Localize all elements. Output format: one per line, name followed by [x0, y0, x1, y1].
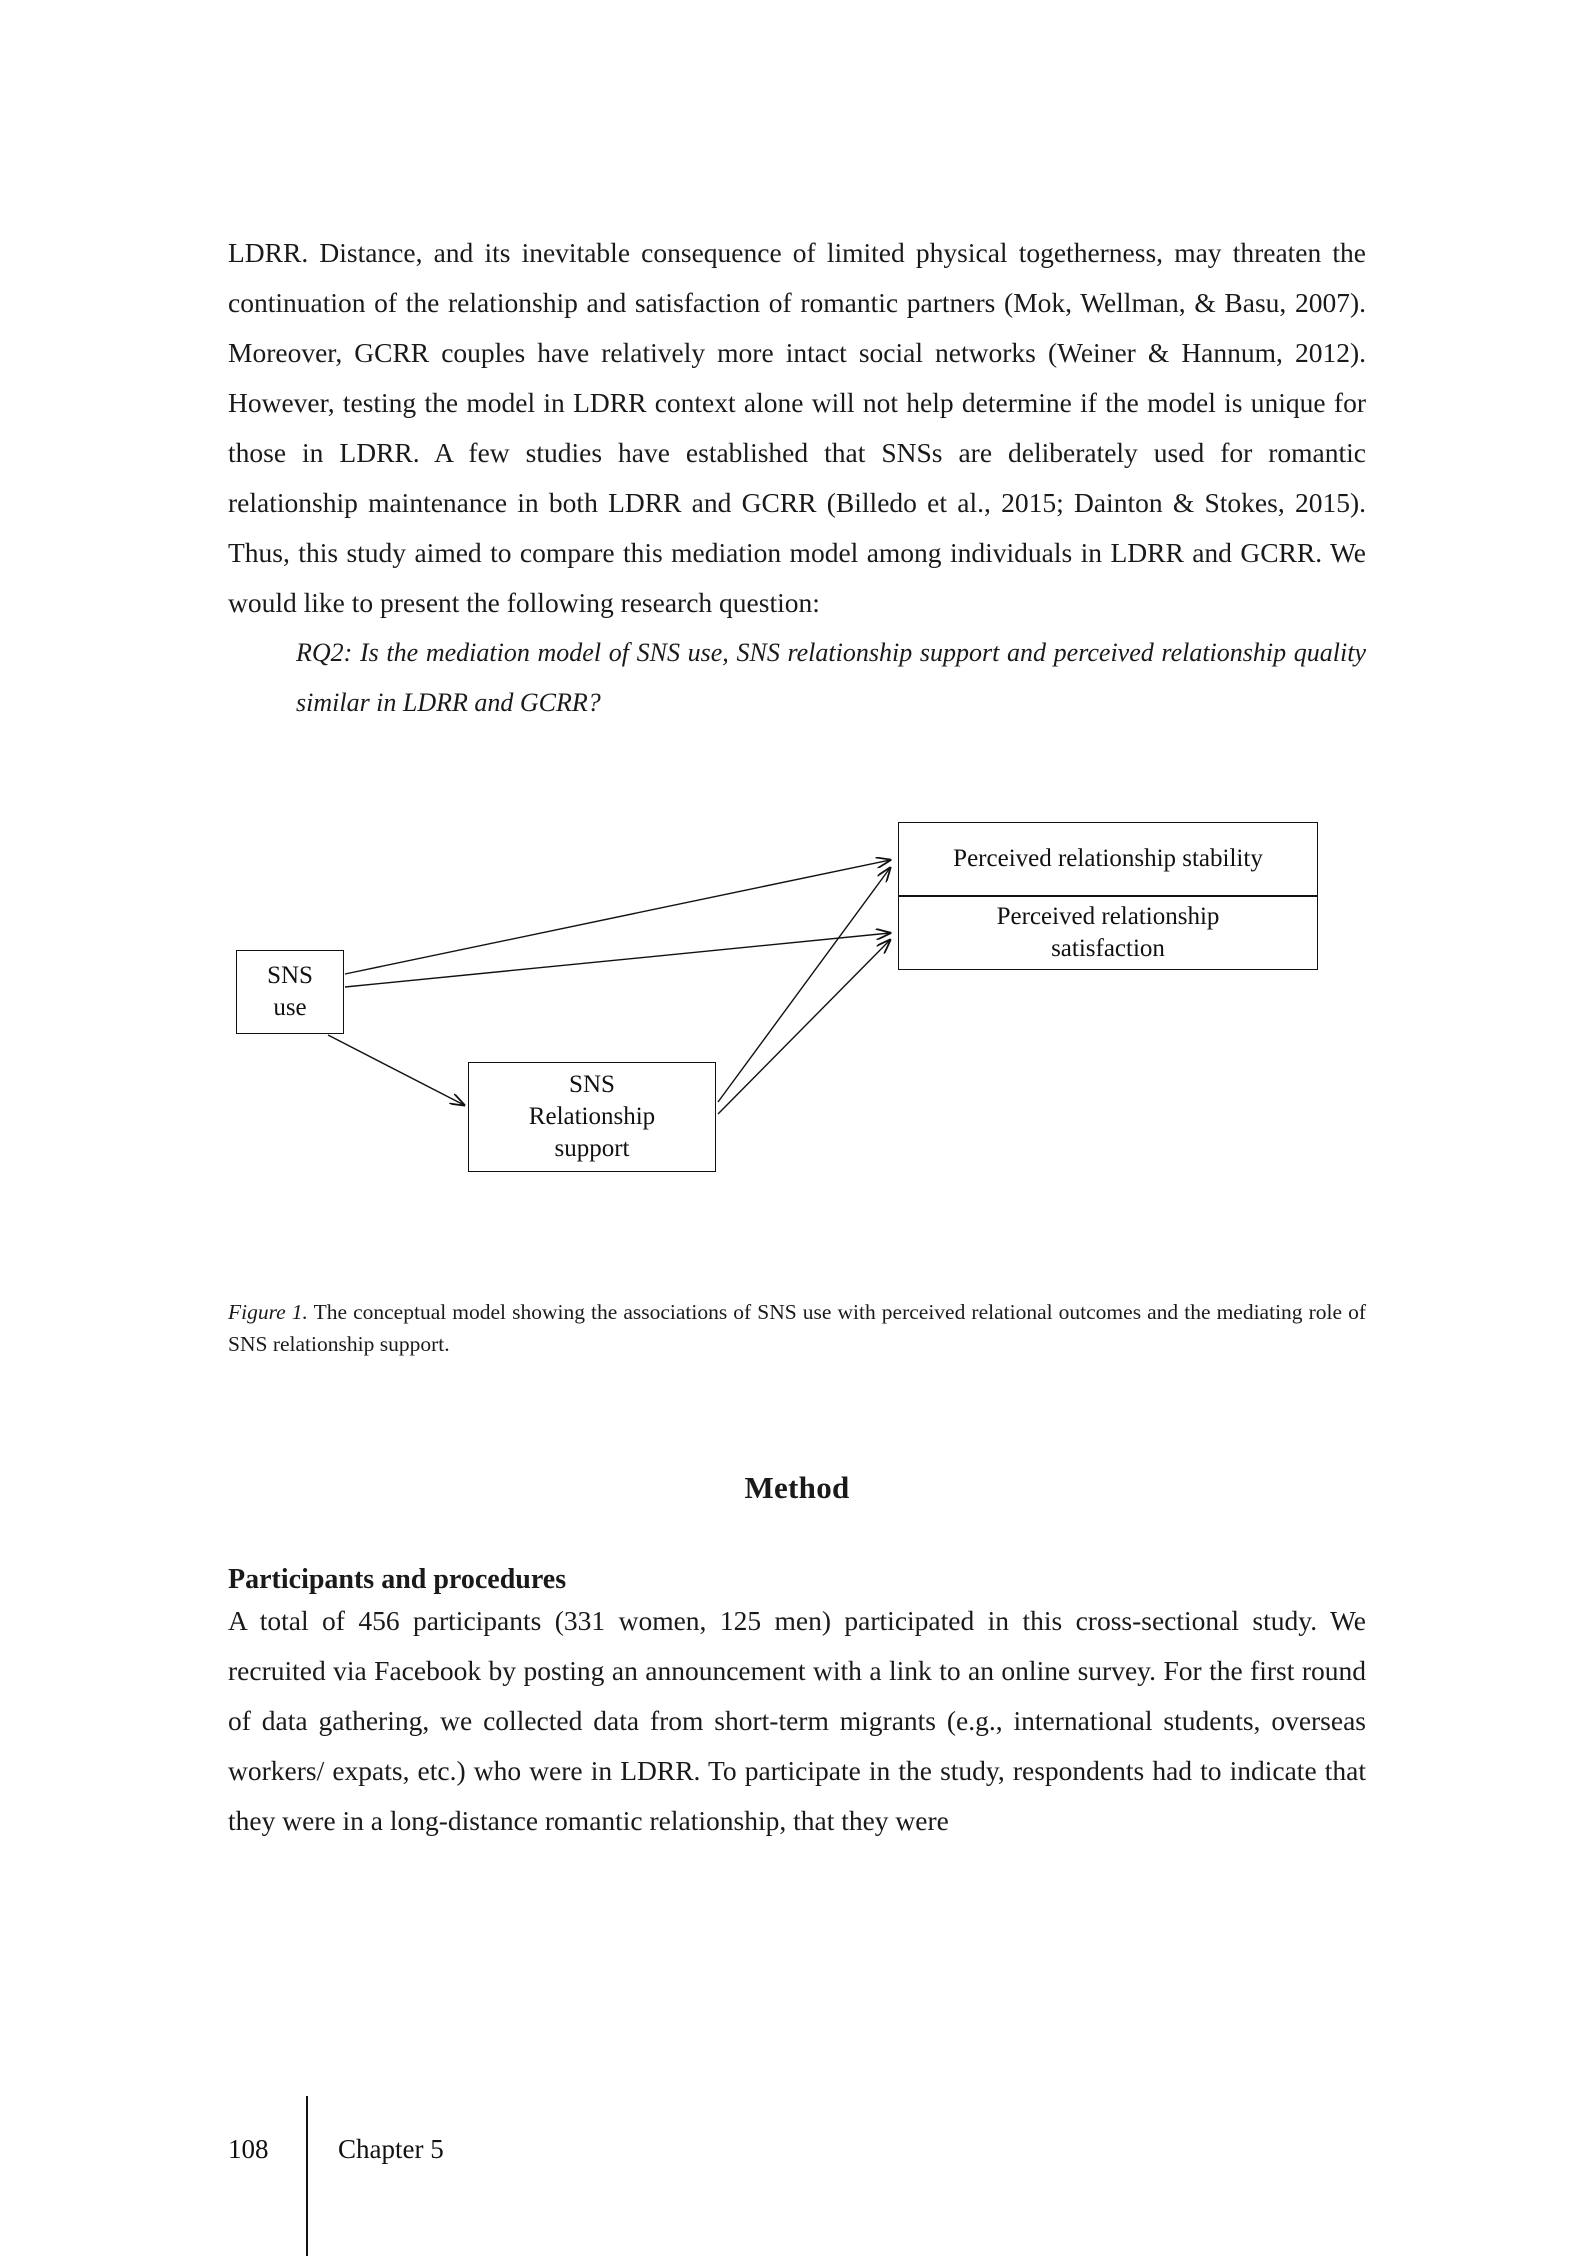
figure-node-perceived-relationship-stability — [898, 822, 1318, 896]
chapter-label: Chapter 5 — [338, 2134, 444, 2164]
figure-node-stability-label: Perceived relationship stability — [953, 845, 1263, 872]
section-heading-method: Method — [744, 1470, 850, 1505]
figure-node-satisfaction-line2: satisfaction — [1051, 935, 1165, 962]
figure-node-sns-use — [236, 950, 344, 1034]
figure-node-sns-use-line2: use — [273, 994, 307, 1021]
figure-node-support-line1: SNS — [569, 1071, 615, 1098]
figure-node-satisfaction-line1: Perceived relationship — [996, 903, 1220, 930]
figure-node-support-line3: support — [554, 1135, 630, 1162]
page-number: 108 — [228, 2134, 269, 2164]
page-content — [228, 228, 1366, 1846]
figure-caption-number: Figure 1. — [228, 1300, 308, 1324]
figure-node-support-line2: Relationship — [528, 1103, 656, 1130]
figure-node-sns-relationship-support — [468, 1062, 716, 1172]
conceptual-model-figure — [228, 802, 1366, 1272]
figure-caption-text: The conceptual model showing the associations of SNS use with perceived relational outcomes and the mediating role of SNS relationship support. — [228, 1300, 1367, 1356]
figure-caption — [228, 1296, 1366, 1360]
figure-node-sns-use-line1: SNS — [267, 962, 313, 989]
research-question-2: RQ2: Is the mediation model of SNS use, SNS relationship support and perceived relationship quality similar in LDRR and GCRR? — [296, 638, 1366, 717]
body-paragraph-method: A total of 456 participants (331 women, 125 men) participated in this cross-sectional study. We recruited via Facebook by posting an announcement with a link to an online survey. For the first round of data gathering, we collected data from short-term migrants (e.g., international students, overseas workers/ expats, etc.) who were in LDRR. To participate in the study, respondents had to indicate that they were in a long-distance romantic relationship, that they were — [228, 1605, 1366, 1836]
figure-node-perceived-relationship-satisfaction — [898, 896, 1318, 970]
subsection-heading-participants-and-procedures: Participants and procedures — [228, 1564, 567, 1595]
page-footer — [228, 2096, 928, 2256]
body-paragraph-1: LDRR. Distance, and its inevitable consequence of limited physical togetherness, may threaten the continuation of the relationship and satisfaction of romantic partners (Mok, Wellman, & Basu, 2007). Moreover, GCRR couples have relatively more intact social networks (Weiner & Hannum, 2012). However, testing the model in LDRR context alone will not help determine if the model is unique for those in LDRR. A few studies have established that SNSs are deliberately used for romantic relationship maintenance in both LDRR and GCRR (Billedo et al., 2015; Dainton & Stokes, 2015). Thus, this study aimed to compare this mediation model among individuals in LDRR and GCRR. We would like to present the following research question: — [228, 237, 1366, 618]
footer-divider — [306, 2096, 308, 2256]
